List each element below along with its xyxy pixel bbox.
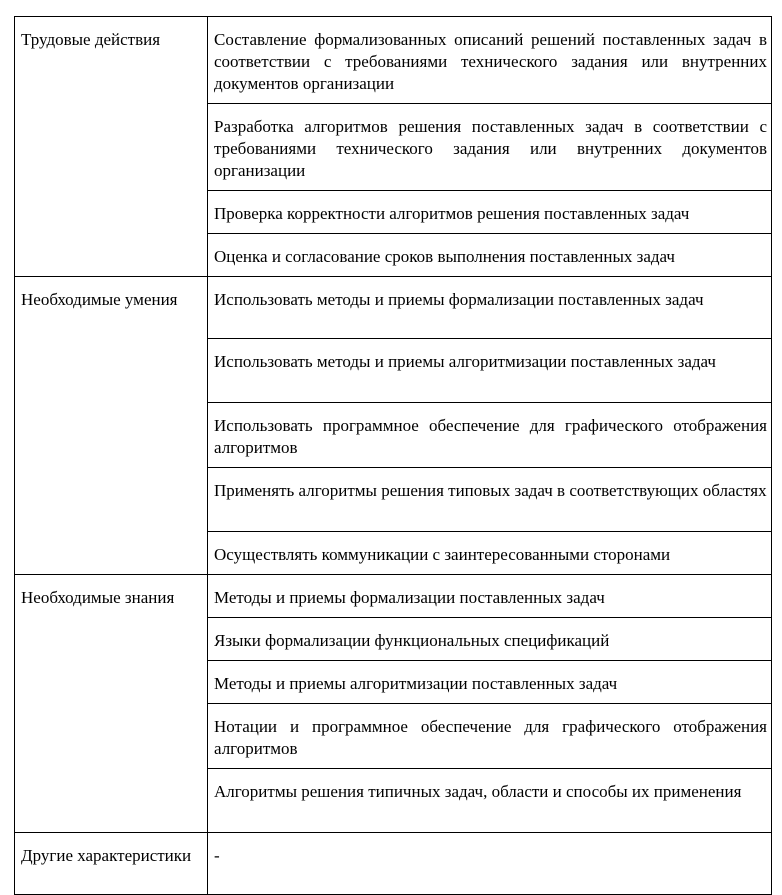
requirements-table (14, 16, 772, 895)
table-cell: Проверка корректности алгоритмов решения поставленных задач (208, 191, 772, 234)
table-cell: Использовать программное обеспечение для графического отображения алгоритмов (208, 403, 772, 468)
table-cell: Оценка и согласование сроков выполнения поставленных задач (208, 234, 772, 277)
section-label-other-characteristics: Другие характеристики (15, 833, 208, 895)
table-cell: Использовать методы и приемы формализации поставленных задач (208, 277, 772, 339)
section-label-required-skills: Необходимые умения (15, 277, 208, 575)
table-cell: - (208, 833, 772, 895)
table-cell: Составление формализованных описаний решений поставленных задач в соответствии с требованиями технического задания или внутренних документов организации (208, 17, 772, 104)
table-cell: Методы и приемы алгоритмизации поставленных задач (208, 661, 772, 704)
table-cell: Нотации и программное обеспечение для графического отображения алгоритмов (208, 704, 772, 769)
table-cell: Использовать методы и приемы алгоритмизации поставленных задач (208, 339, 772, 403)
table-cell: Алгоритмы решения типичных задач, области и способы их применения (208, 769, 772, 833)
table-cell: Применять алгоритмы решения типовых задач в соответствующих областях (208, 468, 772, 532)
section-label-required-knowledge: Необходимые знания (15, 575, 208, 833)
table-row (15, 575, 772, 618)
table-row (15, 17, 772, 104)
table-cell: Методы и приемы формализации поставленных задач (208, 575, 772, 618)
section-label-labor-actions: Трудовые действия (15, 17, 208, 277)
table-cell: Осуществлять коммуникации с заинтересованными сторонами (208, 532, 772, 575)
table-cell: Языки формализации функциональных спецификаций (208, 618, 772, 661)
table-cell: Разработка алгоритмов решения поставленных задач в соответствии с требованиями технического задания или внутренних документов организации (208, 104, 772, 191)
table-row (15, 277, 772, 339)
table-row (15, 833, 772, 895)
